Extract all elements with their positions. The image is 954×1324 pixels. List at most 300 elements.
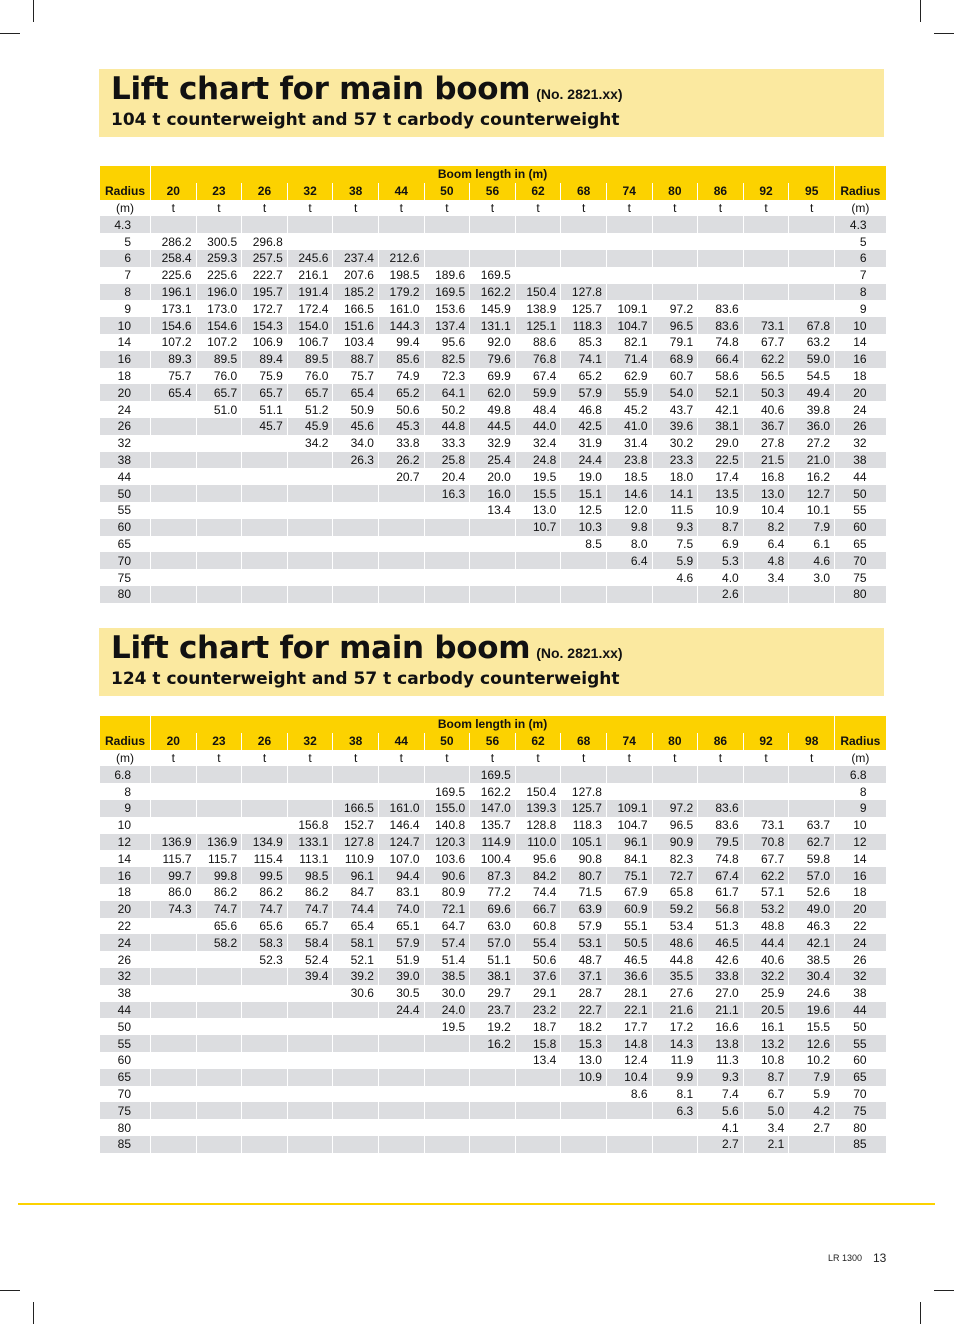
capacity-cell: 74.1: [561, 351, 607, 368]
capacity-cell: 225.6: [151, 267, 197, 284]
capacity-cell: [242, 1119, 288, 1136]
capacity-cell: 24.6: [789, 985, 835, 1002]
capacity-cell: [606, 586, 652, 603]
capacity-cell: 2.6: [698, 586, 744, 603]
table-row: [100, 250, 886, 267]
capacity-cell: 54.0: [652, 384, 698, 401]
capacity-cell: 58.2: [196, 934, 242, 951]
capacity-cell: 24.0: [424, 1002, 470, 1019]
capacity-cell: [470, 569, 516, 586]
capacity-cell: 96.5: [652, 817, 698, 834]
capacity-cell: [333, 1102, 379, 1119]
capacity-cell: 12.4: [606, 1052, 652, 1069]
capacity-cell: [287, 1136, 333, 1153]
radius-cell: 75: [835, 569, 886, 586]
header-blank: [835, 716, 886, 733]
capacity-cell: [652, 783, 698, 800]
ton-unit: t: [151, 750, 197, 767]
ton-unit: t: [424, 200, 470, 217]
ton-unit: t: [606, 200, 652, 217]
boom-length-column-header: 44: [378, 183, 424, 200]
table-row: [100, 918, 886, 935]
radius-cell: 80: [835, 1119, 886, 1136]
capacity-cell: [424, 519, 470, 536]
capacity-cell: 144.3: [378, 317, 424, 334]
capacity-cell: 4.2: [789, 1102, 835, 1119]
table-row: [100, 1052, 886, 1069]
capacity-cell: 16.2: [470, 1035, 516, 1052]
capacity-cell: 86.2: [287, 884, 333, 901]
capacity-cell: 51.9: [378, 951, 424, 968]
capacity-cell: 13.4: [515, 1052, 561, 1069]
capacity-cell: 38.1: [698, 418, 744, 435]
capacity-cell: [196, 783, 242, 800]
radius-cell: 9: [100, 300, 151, 317]
capacity-cell: 42.5: [561, 418, 607, 435]
capacity-cell: 8.7: [743, 1069, 789, 1086]
capacity-cell: [789, 267, 835, 284]
chart1-banner: [99, 69, 884, 137]
capacity-cell: [242, 586, 288, 603]
capacity-cell: [652, 1136, 698, 1153]
capacity-cell: [151, 401, 197, 418]
capacity-cell: 196.1: [151, 284, 197, 301]
capacity-cell: [333, 783, 379, 800]
capacity-cell: 84.7: [333, 884, 379, 901]
capacity-cell: [424, 1119, 470, 1136]
capacity-cell: [242, 536, 288, 553]
capacity-cell: [333, 1035, 379, 1052]
capacity-cell: 64.7: [424, 918, 470, 935]
capacity-cell: [561, 267, 607, 284]
capacity-cell: [743, 216, 789, 233]
capacity-cell: 90.8: [561, 850, 607, 867]
radius-cell: 24: [100, 934, 151, 951]
capacity-cell: [515, 586, 561, 603]
capacity-cell: [743, 586, 789, 603]
capacity-cell: [333, 552, 379, 569]
capacity-cell: [242, 766, 288, 783]
capacity-cell: [424, 1136, 470, 1153]
table-row: [100, 1086, 886, 1103]
table-row: [100, 1069, 886, 1086]
radius-cell: 55: [835, 1035, 886, 1052]
capacity-cell: 150.4: [515, 783, 561, 800]
capacity-cell: [515, 1086, 561, 1103]
radius-cell: 6: [835, 250, 886, 267]
radius-cell: 14: [100, 334, 151, 351]
boom-length-column-header: 44: [378, 733, 424, 750]
unit-row: [100, 750, 886, 767]
capacity-cell: [470, 586, 516, 603]
capacity-cell: 62.0: [470, 384, 516, 401]
capacity-cell: 71.4: [606, 351, 652, 368]
capacity-cell: 107.2: [151, 334, 197, 351]
capacity-cell: 99.8: [196, 867, 242, 884]
capacity-cell: [333, 1052, 379, 1069]
capacity-cell: 110.9: [333, 850, 379, 867]
capacity-cell: 107.2: [196, 334, 242, 351]
capacity-cell: 8.0: [606, 536, 652, 553]
capacity-cell: [333, 1119, 379, 1136]
capacity-cell: [561, 552, 607, 569]
capacity-cell: [196, 1086, 242, 1103]
capacity-cell: [789, 783, 835, 800]
capacity-cell: 154.0: [287, 317, 333, 334]
capacity-cell: 12.5: [561, 502, 607, 519]
capacity-cell: 12.7: [789, 485, 835, 502]
capacity-cell: 94.4: [378, 867, 424, 884]
boom-length-column-header: 68: [561, 183, 607, 200]
boom-length-column-header: 32: [287, 733, 333, 750]
capacity-cell: 57.0: [470, 934, 516, 951]
capacity-cell: 88.7: [333, 351, 379, 368]
capacity-cell: [606, 783, 652, 800]
chart2-subtitle: 124 t counterweight and 57 t carbody counterweight: [111, 669, 620, 689]
capacity-cell: [242, 1052, 288, 1069]
radius-cell: 85: [835, 1136, 886, 1153]
capacity-cell: 5.3: [698, 552, 744, 569]
capacity-cell: 83.6: [698, 800, 744, 817]
capacity-cell: 18.2: [561, 1018, 607, 1035]
chart1-title-text: Lift chart for main boom: [111, 71, 531, 107]
capacity-cell: 15.8: [515, 1035, 561, 1052]
radius-cell: 5: [100, 233, 151, 250]
capacity-cell: [789, 216, 835, 233]
header-blank: [100, 716, 151, 733]
ton-unit: t: [196, 200, 242, 217]
capacity-cell: 53.2: [743, 901, 789, 918]
capacity-cell: [287, 552, 333, 569]
capacity-cell: 79.5: [698, 834, 744, 851]
capacity-cell: [287, 985, 333, 1002]
capacity-cell: 131.1: [470, 317, 516, 334]
capacity-cell: 166.5: [333, 800, 379, 817]
capacity-cell: 30.4: [789, 968, 835, 985]
radius-cell: 12: [835, 834, 886, 851]
capacity-cell: 96.5: [652, 317, 698, 334]
capacity-cell: 58.6: [698, 368, 744, 385]
capacity-cell: 63.2: [789, 334, 835, 351]
capacity-cell: 74.4: [333, 901, 379, 918]
radius-cell: 16: [100, 867, 151, 884]
radius-cell: 60: [100, 1052, 151, 1069]
capacity-cell: 72.7: [652, 867, 698, 884]
capacity-cell: 169.5: [470, 766, 516, 783]
radius-cell: 44: [100, 1002, 151, 1019]
capacity-cell: 33.3: [424, 435, 470, 452]
capacity-cell: [789, 800, 835, 817]
capacity-cell: 155.0: [424, 800, 470, 817]
capacity-cell: 237.4: [333, 250, 379, 267]
capacity-cell: 17.2: [652, 1018, 698, 1035]
capacity-cell: [470, 1136, 516, 1153]
capacity-cell: [743, 250, 789, 267]
capacity-cell: [698, 233, 744, 250]
capacity-cell: [242, 783, 288, 800]
capacity-cell: 90.9: [652, 834, 698, 851]
capacity-cell: 56.8: [698, 901, 744, 918]
capacity-cell: [242, 502, 288, 519]
capacity-cell: 89.5: [196, 351, 242, 368]
boom-length-column-header: 86: [698, 183, 744, 200]
capacity-cell: 67.4: [698, 867, 744, 884]
capacity-cell: [151, 783, 197, 800]
table-row: [100, 766, 886, 783]
capacity-cell: 179.2: [378, 284, 424, 301]
capacity-cell: 5.9: [789, 1086, 835, 1103]
capacity-cell: 22.5: [698, 452, 744, 469]
capacity-cell: 24.4: [561, 452, 607, 469]
boom-length-column-header: 26: [242, 183, 288, 200]
capacity-cell: [287, 1069, 333, 1086]
capacity-cell: 42.1: [698, 401, 744, 418]
ton-unit: t: [151, 200, 197, 217]
footer-model: LR 1300: [828, 1253, 863, 1263]
capacity-cell: [515, 267, 561, 284]
capacity-cell: [470, 1069, 516, 1086]
boom-length-column-header: 92: [743, 733, 789, 750]
capacity-cell: 146.4: [378, 817, 424, 834]
capacity-cell: 13.0: [561, 1052, 607, 1069]
capacity-cell: [743, 267, 789, 284]
capacity-cell: 58.4: [287, 934, 333, 951]
capacity-cell: 12.6: [789, 1035, 835, 1052]
capacity-cell: [151, 452, 197, 469]
capacity-cell: 6.7: [743, 1086, 789, 1103]
capacity-cell: 31.9: [561, 435, 607, 452]
capacity-cell: 72.3: [424, 368, 470, 385]
capacity-cell: 296.8: [242, 233, 288, 250]
radius-cell: 16: [835, 867, 886, 884]
table-row: [100, 519, 886, 536]
capacity-cell: 100.4: [470, 850, 516, 867]
radius-unit: (m): [835, 750, 886, 767]
boom-length-header-row: [100, 166, 886, 183]
radius-cell: 65: [100, 1069, 151, 1086]
capacity-cell: [378, 1119, 424, 1136]
capacity-cell: [242, 435, 288, 452]
capacity-cell: 16.2: [789, 468, 835, 485]
capacity-cell: 8.6: [606, 1086, 652, 1103]
capacity-cell: 67.8: [789, 317, 835, 334]
capacity-cell: [743, 233, 789, 250]
capacity-cell: 76.0: [287, 368, 333, 385]
capacity-cell: 51.2: [287, 401, 333, 418]
capacity-cell: [424, 1035, 470, 1052]
capacity-cell: 80.9: [424, 884, 470, 901]
ton-unit: t: [378, 200, 424, 217]
capacity-cell: 59.0: [789, 351, 835, 368]
capacity-cell: [196, 216, 242, 233]
radius-cell: 65: [835, 536, 886, 553]
table-row: [100, 317, 886, 334]
capacity-cell: 44.0: [515, 418, 561, 435]
capacity-cell: [743, 284, 789, 301]
capacity-cell: 173.1: [151, 300, 197, 317]
boom-length-column-header: 62: [515, 183, 561, 200]
radius-cell: 50: [100, 1018, 151, 1035]
radius-cell: 26: [835, 951, 886, 968]
capacity-cell: 104.7: [606, 317, 652, 334]
capacity-cell: [196, 985, 242, 1002]
capacity-cell: 136.9: [196, 834, 242, 851]
table-row: [100, 1119, 886, 1136]
radius-cell: 10: [835, 817, 886, 834]
capacity-cell: 135.7: [470, 817, 516, 834]
capacity-cell: 11.5: [652, 502, 698, 519]
radius-cell: 5: [835, 233, 886, 250]
capacity-cell: 41.0: [606, 418, 652, 435]
capacity-cell: 120.3: [424, 834, 470, 851]
capacity-cell: 22.7: [561, 1002, 607, 1019]
radius-cell: 22: [835, 918, 886, 935]
capacity-cell: 53.4: [652, 918, 698, 935]
capacity-cell: [333, 468, 379, 485]
capacity-cell: 15.3: [561, 1035, 607, 1052]
capacity-cell: 15.5: [789, 1018, 835, 1035]
capacity-cell: 286.2: [151, 233, 197, 250]
capacity-cell: 56.5: [743, 368, 789, 385]
table-row: [100, 800, 886, 817]
radius-unit: (m): [835, 200, 886, 217]
capacity-cell: 75.1: [606, 867, 652, 884]
capacity-cell: 48.4: [515, 401, 561, 418]
capacity-cell: [652, 284, 698, 301]
capacity-cell: 28.1: [606, 985, 652, 1002]
capacity-cell: 63.0: [470, 918, 516, 935]
capacity-cell: [196, 586, 242, 603]
capacity-cell: 69.6: [470, 901, 516, 918]
capacity-cell: [470, 519, 516, 536]
capacity-cell: 74.4: [515, 884, 561, 901]
boom-length-column-header: 23: [196, 183, 242, 200]
capacity-cell: 55.1: [606, 918, 652, 935]
capacity-cell: [378, 586, 424, 603]
capacity-cell: 92.0: [470, 334, 516, 351]
capacity-cell: 16.0: [470, 485, 516, 502]
capacity-cell: 53.1: [561, 934, 607, 951]
capacity-cell: [287, 1018, 333, 1035]
capacity-cell: [196, 800, 242, 817]
table-row: [100, 985, 886, 1002]
capacity-cell: 26.2: [378, 452, 424, 469]
boom-length-column-header: 26: [242, 733, 288, 750]
capacity-cell: [196, 968, 242, 985]
capacity-cell: 84.2: [515, 867, 561, 884]
capacity-cell: 154.6: [196, 317, 242, 334]
boom-length-column-header: 56: [470, 183, 516, 200]
capacity-cell: [242, 552, 288, 569]
capacity-cell: 73.1: [743, 817, 789, 834]
capacity-cell: 20.4: [424, 468, 470, 485]
capacity-cell: [287, 569, 333, 586]
capacity-cell: 39.2: [333, 968, 379, 985]
capacity-cell: [561, 233, 607, 250]
capacity-cell: 62.7: [789, 834, 835, 851]
capacity-cell: 257.5: [242, 250, 288, 267]
capacity-cell: 52.6: [789, 884, 835, 901]
capacity-cell: [287, 1086, 333, 1103]
radius-cell: 8: [100, 783, 151, 800]
capacity-cell: 80.7: [561, 867, 607, 884]
capacity-cell: [470, 1086, 516, 1103]
capacity-cell: [606, 284, 652, 301]
capacity-cell: 43.7: [652, 401, 698, 418]
capacity-cell: 82.5: [424, 351, 470, 368]
capacity-cell: 74.7: [196, 901, 242, 918]
capacity-cell: [789, 250, 835, 267]
capacity-cell: 90.6: [424, 867, 470, 884]
capacity-cell: 39.6: [652, 418, 698, 435]
capacity-cell: 59.9: [515, 384, 561, 401]
boom-length-column-header: 32: [287, 183, 333, 200]
capacity-cell: 115.7: [196, 850, 242, 867]
capacity-cell: 82.3: [652, 850, 698, 867]
capacity-cell: 86.2: [242, 884, 288, 901]
chart1-title: [111, 71, 623, 107]
capacity-cell: 50.6: [378, 401, 424, 418]
capacity-cell: [242, 1102, 288, 1119]
ton-unit: t: [515, 750, 561, 767]
ton-unit: t: [789, 750, 835, 767]
capacity-cell: [287, 502, 333, 519]
capacity-cell: 2.7: [698, 1136, 744, 1153]
capacity-cell: 46.8: [561, 401, 607, 418]
radius-cell: 38: [100, 985, 151, 1002]
capacity-cell: 162.2: [470, 284, 516, 301]
capacity-cell: [287, 468, 333, 485]
capacity-cell: 16.3: [424, 485, 470, 502]
radius-cell: 50: [835, 485, 886, 502]
radius-cell: 16: [100, 351, 151, 368]
radius-cell: 32: [835, 968, 886, 985]
capacity-cell: [333, 485, 379, 502]
capacity-cell: 30.6: [333, 985, 379, 1002]
capacity-cell: [424, 1069, 470, 1086]
capacity-cell: [287, 452, 333, 469]
capacity-cell: 32.9: [470, 435, 516, 452]
capacity-cell: 71.5: [561, 884, 607, 901]
capacity-cell: 28.7: [561, 985, 607, 1002]
capacity-cell: 30.0: [424, 985, 470, 1002]
ton-unit: t: [287, 200, 333, 217]
capacity-cell: 65.1: [378, 918, 424, 935]
capacity-cell: 4.6: [789, 552, 835, 569]
capacity-cell: 29.7: [470, 985, 516, 1002]
capacity-cell: 31.4: [606, 435, 652, 452]
ton-unit: t: [333, 200, 379, 217]
capacity-cell: 57.9: [561, 384, 607, 401]
table-row: [100, 233, 886, 250]
capacity-cell: [470, 536, 516, 553]
radius-cell: 55: [100, 502, 151, 519]
boom-length-column-header: 98: [789, 733, 835, 750]
capacity-cell: 114.9: [470, 834, 516, 851]
capacity-cell: 11.9: [652, 1052, 698, 1069]
boom-length-column-header: 80: [652, 183, 698, 200]
capacity-cell: 172.4: [287, 300, 333, 317]
capacity-cell: [151, 1035, 197, 1052]
capacity-cell: 125.7: [561, 800, 607, 817]
radius-cell: 22: [100, 918, 151, 935]
radius-cell: 18: [835, 884, 886, 901]
capacity-cell: 57.9: [378, 934, 424, 951]
capacity-cell: 83.6: [698, 817, 744, 834]
capacity-cell: 29.0: [698, 435, 744, 452]
capacity-cell: [151, 435, 197, 452]
capacity-cell: 51.4: [424, 951, 470, 968]
